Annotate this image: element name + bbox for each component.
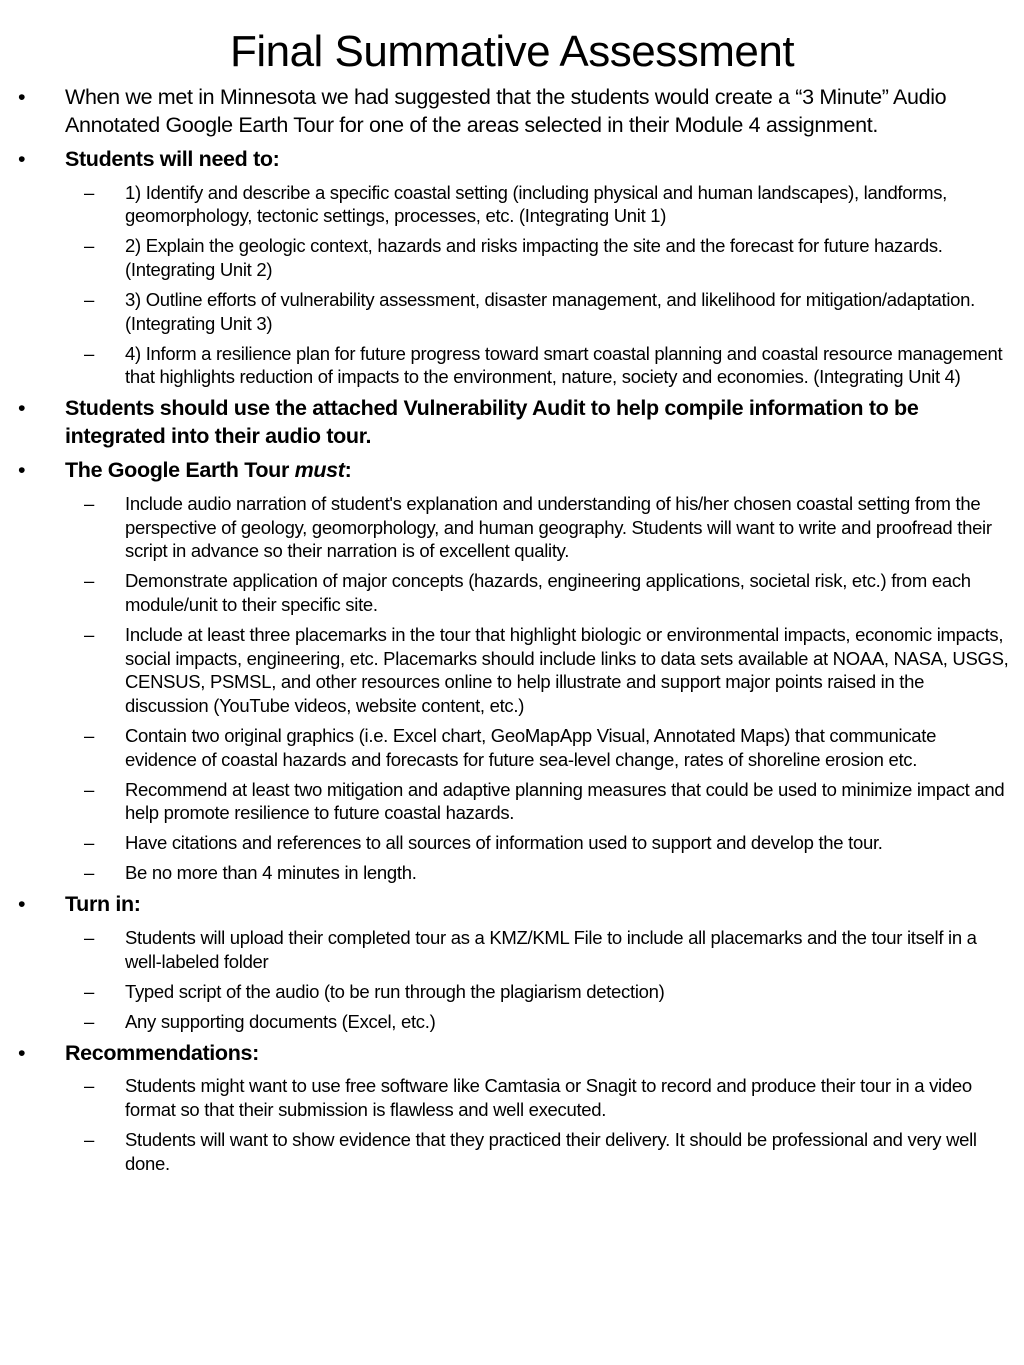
must-emphasis: must [294, 458, 345, 483]
bullet-icon: • [18, 458, 26, 483]
bullet-icon: • [18, 396, 26, 421]
bullet-intro [0, 84, 1024, 139]
bullet-need-to [0, 146, 1024, 174]
dash-icon: – [84, 926, 94, 948]
list-item: – Any supporting documents (Excel, etc.) [84, 1010, 436, 1032]
bullet-turn-in [0, 891, 1024, 919]
bullet-icon: • [18, 85, 26, 109]
recommendations-list [0, 1074, 1024, 1175]
turn-in-list [0, 926, 1024, 1033]
dash-icon: – [84, 725, 94, 747]
dash-icon: – [84, 288, 94, 310]
must-heading: The Google Earth Tour must: [65, 458, 352, 483]
need-to-heading: Students will need to: [65, 147, 280, 171]
must-list [0, 492, 1024, 885]
bullet-icon: • [18, 1040, 26, 1065]
audit-text: Students should use the attached Vulnerability Audit to help compile information to be integrated into their audio tour. [65, 396, 919, 448]
turn-in-heading: Turn in: [65, 892, 141, 917]
dash-icon: – [84, 1010, 94, 1032]
dash-icon: – [84, 778, 94, 800]
intro-text: When we met in Minnesota we had suggested that the students would create a “3 Minute” Audio Annotated Google Earth Tour for one of the areas selected in their Module 4 assignment. [65, 85, 947, 137]
list-item: – 2) Explain the geologic context, hazards and risks impacting the site and the forecast for future hazards. (Integrating Unit 2) [84, 235, 943, 280]
bullet-audit [0, 395, 1024, 450]
dash-icon: – [84, 342, 94, 364]
list-item: – Typed script of the audio (to be run through the plagiarism detection) [84, 980, 665, 1002]
dash-icon: – [84, 570, 94, 592]
recommendations-heading: Recommendations: [65, 1040, 259, 1065]
list-item: – Students will want to show evidence that they practiced their delivery. It should be professional and very well done. [84, 1128, 977, 1174]
list-item: – Demonstrate application of major concepts (hazards, engineering applications, societal risk, etc.) from each module/unit to their specific site. [84, 570, 971, 615]
list-item: – 1) Identify and describe a specific coastal setting (including physical and human landscapes), landforms, geomorphology, tectonic settings, processes, etc. (Integrating Unit 1) [84, 181, 948, 227]
list-item: – Have citations and references to all sources of information used to support and develop the tour. [84, 832, 883, 854]
dash-icon: – [84, 1075, 94, 1097]
need-to-list [0, 181, 1024, 390]
list-item: – Contain two original graphics (i.e. Excel chart, GeoMapApp Visual, Annotated Maps) that communicate evidence of coastal hazards and forecasts for future sea-level change, rates of shoreline erosion etc. [84, 725, 937, 770]
bullet-must [0, 457, 1024, 485]
dash-icon: – [84, 832, 94, 854]
bullet-icon: • [18, 147, 26, 171]
bullet-recommendations [0, 1040, 1024, 1068]
list-item: – Include at least three placemarks in the tour that highlight biologic or environmental impacts, economic impacts, social impacts, engineering, etc. Placemarks should include links to data sets available at NOAA, NASA, USGS, CENSUS, PSMSL, and other resources online to help illustrate and support major points raised in the discussion (YouTube videos, website content, etc.) [84, 623, 1009, 717]
dash-icon: – [84, 623, 94, 645]
dash-icon: – [84, 1128, 94, 1150]
dash-icon: – [84, 862, 94, 884]
list-item: – Recommend at least two mitigation and adaptive planning measures that could be used to minimize impact and help promote resilience to future coastal hazards. [84, 778, 1005, 824]
list-item: – Students might want to use free software like Camtasia or Snagit to record and produce their tour in a video format so that their submission is flawless and well executed. [84, 1075, 972, 1120]
slide-title: Final Summative Assessment [229, 27, 795, 76]
dash-icon: – [84, 181, 94, 203]
dash-icon: – [84, 235, 94, 257]
dash-icon: – [84, 980, 94, 1002]
bullet-icon: • [18, 892, 26, 917]
dash-icon: – [84, 492, 94, 514]
list-item: – Students will upload their completed tour as a KMZ/KML File to include all placemarks and the tour itself in a well-labeled folder [84, 926, 977, 972]
list-item: – 3) Outline efforts of vulnerability assessment, disaster management, and likelihood for mitigation/adaptation. (Integrating Unit 3) [84, 288, 975, 334]
list-item: – Be no more than 4 minutes in length. [84, 862, 417, 884]
list-item: – 4) Inform a resilience plan for future progress toward smart coastal planning and coastal resource management that highlights reduction of impacts to the environment, nature, society and economies. (Integrating Unit 4) [84, 342, 1003, 388]
slide-body [0, 84, 1024, 1182]
list-item: – Include audio narration of student's explanation and understanding of his/her chosen coastal setting from the perspective of geology, geomorphology, and human geography. Students will want to write and proofread their script in advance so their narration is of excellent quality. [84, 492, 992, 562]
